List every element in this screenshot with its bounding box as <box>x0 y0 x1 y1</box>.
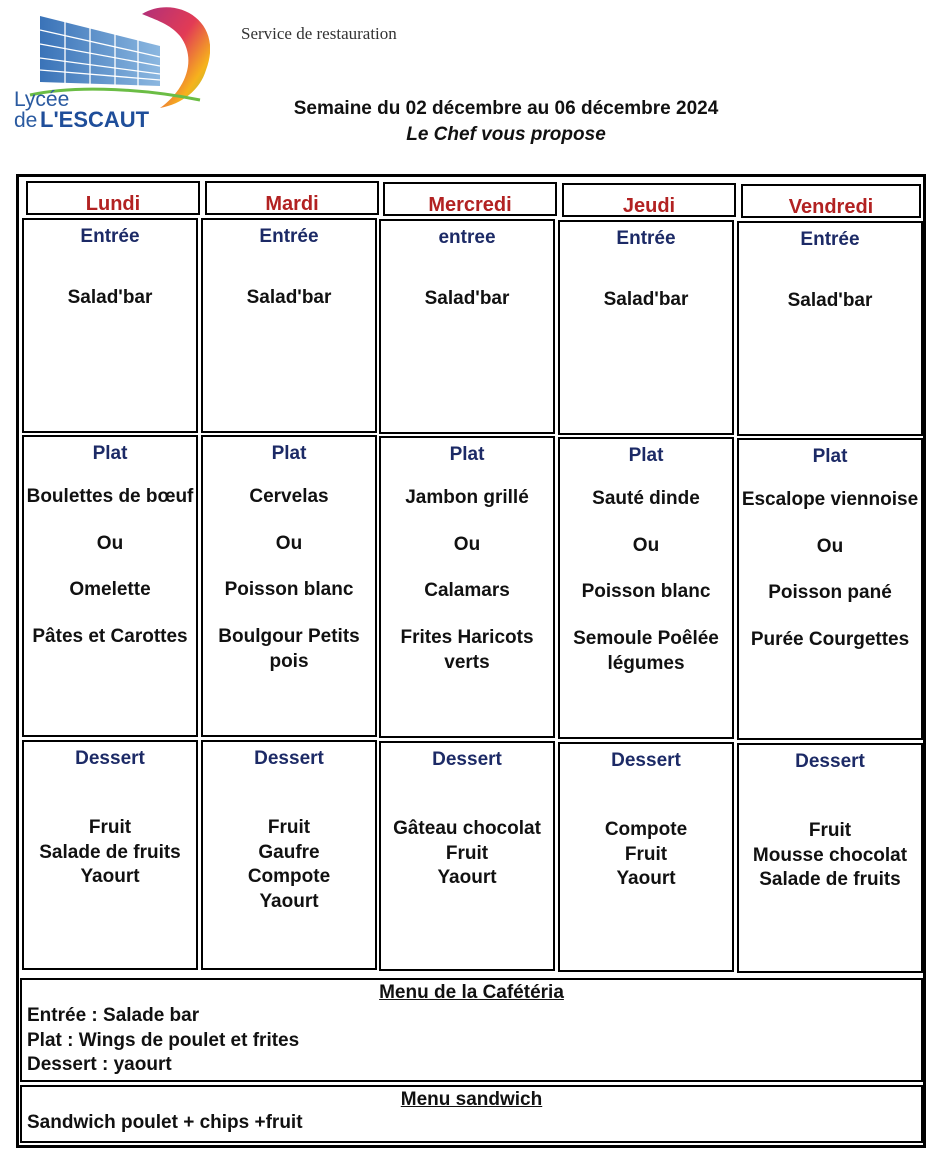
plat-line: Sauté dinde <box>592 488 700 509</box>
dessert-line: Yaourt <box>437 867 497 889</box>
entree-cell-mardi <box>201 218 377 433</box>
dessert-line: Fruit <box>267 817 311 838</box>
dessert-cell-jeudi <box>558 742 734 972</box>
entree-cell-vendredi <box>737 221 923 436</box>
dessert-line: Gâteau chocolat <box>393 818 541 839</box>
plat-label: Plat <box>92 443 128 464</box>
dessert-line: Gaufre <box>258 841 320 863</box>
plat-line: Poisson pané <box>768 582 892 604</box>
dessert-cell-lundi <box>22 740 198 970</box>
service-label: Service de restauration <box>241 24 397 43</box>
entree-label: Entrée <box>80 226 140 247</box>
cafeteria-title: Menu de la Cafétéria <box>379 982 564 1003</box>
plat-label: Plat <box>449 444 485 465</box>
dessert-line: Salade de fruits <box>759 869 901 891</box>
plat-line: Escalope viennoise <box>741 489 919 510</box>
plat-line: Ou <box>453 533 481 555</box>
sandwich-line: Sandwich poulet + chips +fruit <box>27 1112 303 1133</box>
plat-line: Semoule Poêlée légumes <box>573 628 719 674</box>
plat-line: Ou <box>632 534 660 556</box>
sandwich-title: Menu sandwich <box>400 1089 543 1110</box>
entree-cell-lundi <box>22 218 198 433</box>
plat-line: Poisson blanc <box>581 581 711 603</box>
plat-cell-vendredi <box>737 438 923 740</box>
dessert-label: Dessert <box>795 751 865 772</box>
plat-cell-lundi <box>22 435 198 737</box>
day-header-jeudi: Jeudi <box>562 183 736 217</box>
dessert-line: Mousse chocolat <box>752 844 908 866</box>
chef-subtitle: Le Chef vous propose <box>406 124 606 145</box>
plat-line: Omelette <box>69 579 151 601</box>
dessert-line: Yaourt <box>616 868 676 890</box>
dessert-line: Fruit <box>88 817 132 838</box>
dessert-line: Compote <box>604 819 688 840</box>
plat-line: Boulettes de bœuf <box>26 486 194 507</box>
dessert-line: Yaourt <box>259 891 319 913</box>
plat-line: Jambon grillé <box>405 487 529 508</box>
dessert-label: Dessert <box>254 748 324 769</box>
entree-dish: Salad'bar <box>787 290 873 311</box>
plat-line: Calamars <box>424 580 510 602</box>
plat-line: Ou <box>275 532 303 554</box>
plat-label: Plat <box>628 445 664 466</box>
dessert-line: Fruit <box>624 843 668 865</box>
cafeteria-line: Plat : Wings de poulet et frites <box>27 1029 300 1051</box>
entree-cell-jeudi <box>558 220 734 435</box>
dessert-line: Yaourt <box>80 866 140 888</box>
cafeteria-menu <box>20 978 923 1082</box>
dessert-cell-vendredi <box>737 743 923 973</box>
dessert-cell-mardi <box>201 740 377 970</box>
plat-line: Pâtes et Carottes <box>32 626 188 648</box>
entree-label: Entrée <box>616 228 676 249</box>
plat-cell-mercredi <box>379 436 555 738</box>
dessert-label: Dessert <box>611 750 681 771</box>
logo-name: L'ESCAUT <box>40 107 150 132</box>
dessert-line: Compote <box>247 866 331 888</box>
day-header-lundi: Lundi <box>26 181 200 215</box>
dessert-cell-mercredi <box>379 741 555 971</box>
logo-de: de <box>14 109 38 132</box>
school-logo <box>10 0 210 132</box>
plat-line: Cervelas <box>249 486 329 507</box>
entree-dish: Salad'bar <box>67 287 153 308</box>
plat-line: Ou <box>96 532 124 554</box>
day-header-vendredi: Vendredi <box>741 184 921 218</box>
logo-line1: Lycée <box>14 88 70 111</box>
dessert-label: Dessert <box>75 748 145 769</box>
day-header-mercredi: Mercredi <box>383 182 557 216</box>
plat-label: Plat <box>812 446 848 467</box>
cafeteria-line: Entrée : Salade bar <box>27 1005 200 1026</box>
plat-line: Ou <box>816 535 844 557</box>
dessert-line: Salade de fruits <box>39 841 181 863</box>
cafeteria-line: Dessert : yaourt <box>27 1054 172 1076</box>
dessert-line: Fruit <box>808 820 852 841</box>
entree-label: entree <box>438 227 496 248</box>
plat-cell-mardi <box>201 435 377 737</box>
week-title: Semaine du 02 décembre au 06 décembre 2024 <box>293 98 719 119</box>
day-header-mardi: Mardi <box>205 181 379 215</box>
plat-label: Plat <box>271 443 307 464</box>
plat-cell-jeudi <box>558 437 734 739</box>
entree-cell-mercredi <box>379 219 555 434</box>
sandwich-menu <box>20 1085 923 1143</box>
plat-line: Boulgour Petits pois <box>218 626 360 672</box>
dessert-line: Fruit <box>445 842 489 864</box>
dessert-label: Dessert <box>432 749 502 770</box>
entree-dish: Salad'bar <box>603 289 689 310</box>
entree-dish: Salad'bar <box>424 288 510 309</box>
entree-label: Entrée <box>259 226 319 247</box>
plat-line: Poisson blanc <box>224 579 354 601</box>
entree-dish: Salad'bar <box>246 287 332 308</box>
entree-label: Entrée <box>800 229 860 250</box>
plat-line: Frites Haricots verts <box>400 627 534 673</box>
plat-line: Purée Courgettes <box>750 629 910 651</box>
